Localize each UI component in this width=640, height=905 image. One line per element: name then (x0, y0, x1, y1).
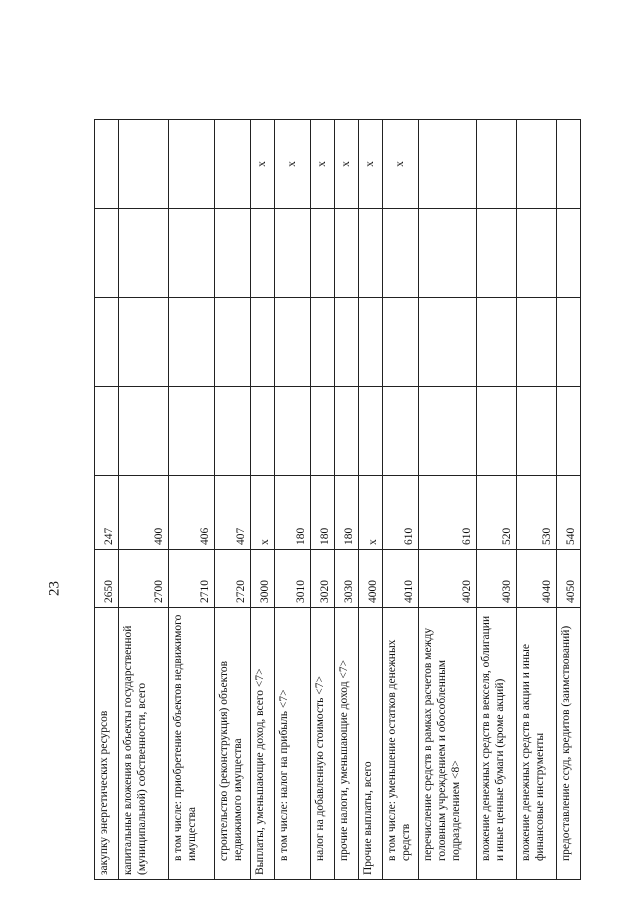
value-cell-3 (251, 209, 275, 298)
table-container (94, 120, 577, 880)
row-code: 2710 (169, 550, 215, 608)
value-cell-4 (169, 120, 215, 209)
value-cell-2 (251, 298, 275, 387)
table-body (95, 120, 581, 880)
value-cell-1 (119, 387, 169, 476)
row-code: 2650 (95, 550, 119, 608)
value-cell-2 (383, 298, 419, 387)
value-cell-2 (419, 298, 477, 387)
row-code: 3000 (251, 550, 275, 608)
value-cell-3 (215, 209, 251, 298)
row-name: закупку энергетических ресурсов (95, 608, 119, 880)
row-kosgu: х (251, 476, 275, 550)
row-code: 3020 (311, 550, 335, 608)
row-kosgu: 520 (477, 476, 517, 550)
value-cell-1 (383, 387, 419, 476)
row-name: предоставление ссуд, кредитов (заимствований) (557, 608, 581, 880)
value-cell-1 (557, 387, 581, 476)
payments-table (94, 119, 581, 880)
row-name: вложение денежных средств в акции и иные финансовые инструменты (517, 608, 557, 880)
table-row (119, 120, 169, 880)
value-cell-3 (477, 209, 517, 298)
row-name: Выплаты, уменьшающие доход, всего <7> (251, 608, 275, 880)
value-cell-2 (119, 298, 169, 387)
row-name: Прочие выплаты, всего (359, 608, 383, 880)
table-row (419, 120, 477, 880)
table-row (335, 120, 359, 880)
value-cell-2 (557, 298, 581, 387)
value-cell-3 (383, 209, 419, 298)
row-code: 4000 (359, 550, 383, 608)
value-cell-3 (169, 209, 215, 298)
value-cell-1 (95, 387, 119, 476)
value-cell-4: х (383, 120, 419, 209)
table-row (477, 120, 517, 880)
row-kosgu: 180 (335, 476, 359, 550)
row-name: налог на добавленную стоимость <7> (311, 608, 335, 880)
table-row (169, 120, 215, 880)
row-code: 3030 (335, 550, 359, 608)
value-cell-4: х (275, 120, 311, 209)
row-code: 4030 (477, 550, 517, 608)
value-cell-1 (359, 387, 383, 476)
table-row (359, 120, 383, 880)
row-code: 4050 (557, 550, 581, 608)
table-row (251, 120, 275, 880)
row-name: в том числе: налог на прибыль <7> (275, 608, 311, 880)
value-cell-2 (275, 298, 311, 387)
row-kosgu: 407 (215, 476, 251, 550)
value-cell-3 (419, 209, 477, 298)
value-cell-4: х (251, 120, 275, 209)
row-kosgu: 540 (557, 476, 581, 550)
value-cell-2 (95, 298, 119, 387)
table-row (383, 120, 419, 880)
value-cell-3 (359, 209, 383, 298)
page-number: 23 (46, 581, 63, 596)
row-kosgu: 247 (95, 476, 119, 550)
value-cell-2 (359, 298, 383, 387)
value-cell-4 (95, 120, 119, 209)
value-cell-1 (311, 387, 335, 476)
value-cell-2 (215, 298, 251, 387)
value-cell-3 (517, 209, 557, 298)
table-row (95, 120, 119, 880)
table-row (215, 120, 251, 880)
row-name: строительство (реконструкция) объектов недвижимого имущества (215, 608, 251, 880)
value-cell-1 (335, 387, 359, 476)
row-name: в том числе: приобретение объектов недвижимого имущества (169, 608, 215, 880)
value-cell-4 (477, 120, 517, 209)
value-cell-4: х (335, 120, 359, 209)
value-cell-1 (275, 387, 311, 476)
value-cell-4 (419, 120, 477, 209)
value-cell-4 (119, 120, 169, 209)
row-kosgu: х (359, 476, 383, 550)
row-code: 2720 (215, 550, 251, 608)
value-cell-1 (169, 387, 215, 476)
row-kosgu: 406 (169, 476, 215, 550)
value-cell-2 (477, 298, 517, 387)
value-cell-4: х (311, 120, 335, 209)
value-cell-1 (517, 387, 557, 476)
value-cell-1 (251, 387, 275, 476)
row-name: вложение денежных средств в векселя, облигации и иные ценные бумаги (кроме акций) (477, 608, 517, 880)
value-cell-2 (169, 298, 215, 387)
value-cell-4 (215, 120, 251, 209)
row-kosgu: 610 (383, 476, 419, 550)
value-cell-3 (95, 209, 119, 298)
value-cell-1 (477, 387, 517, 476)
row-kosgu: 610 (419, 476, 477, 550)
value-cell-2 (517, 298, 557, 387)
table-row (275, 120, 311, 880)
table-row (517, 120, 557, 880)
row-code: 3010 (275, 550, 311, 608)
row-name: в том числе: уменьшение остатков денежных средств (383, 608, 419, 880)
table-row (311, 120, 335, 880)
value-cell-3 (119, 209, 169, 298)
row-name: капитальные вложения в объекты государственной (муниципальной) собственности, всего (119, 608, 169, 880)
value-cell-1 (215, 387, 251, 476)
row-kosgu: 180 (275, 476, 311, 550)
row-kosgu: 180 (311, 476, 335, 550)
row-code: 2700 (119, 550, 169, 608)
row-code: 4010 (383, 550, 419, 608)
value-cell-4: х (359, 120, 383, 209)
value-cell-2 (311, 298, 335, 387)
row-code: 4040 (517, 550, 557, 608)
row-name: перечисление средств в рамках расчетов между головным учреждением и обособленным подразделением <8> (419, 608, 477, 880)
row-code: 4020 (419, 550, 477, 608)
value-cell-3 (335, 209, 359, 298)
value-cell-4 (557, 120, 581, 209)
value-cell-3 (311, 209, 335, 298)
row-kosgu: 400 (119, 476, 169, 550)
value-cell-3 (557, 209, 581, 298)
row-kosgu: 530 (517, 476, 557, 550)
value-cell-1 (419, 387, 477, 476)
value-cell-4 (517, 120, 557, 209)
table-row (557, 120, 581, 880)
value-cell-3 (275, 209, 311, 298)
row-name: прочие налоги, уменьшающие доход <7> (335, 608, 359, 880)
value-cell-2 (335, 298, 359, 387)
